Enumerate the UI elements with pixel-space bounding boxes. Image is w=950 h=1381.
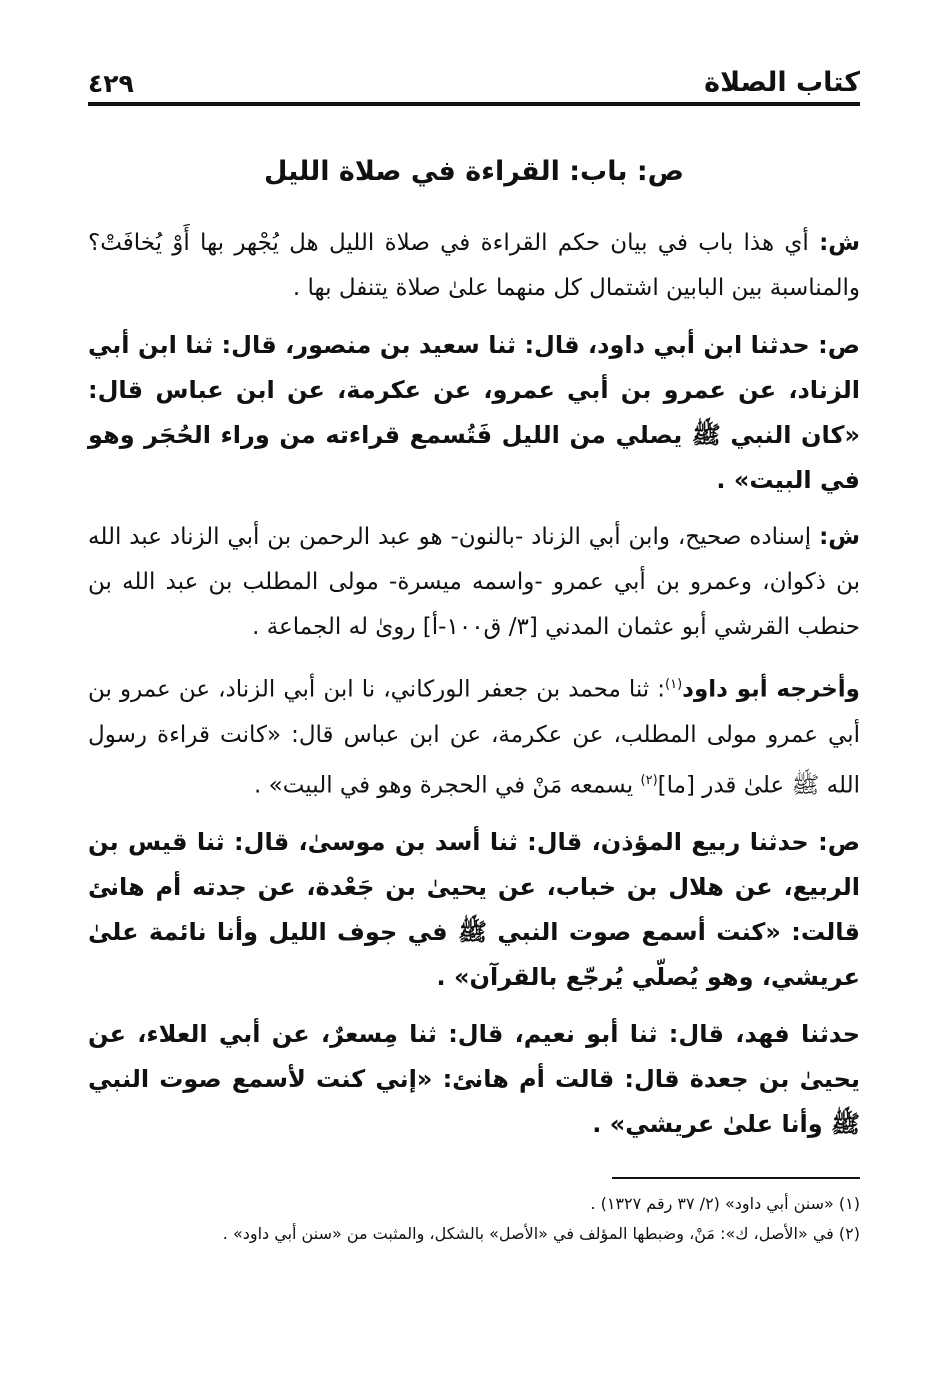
- paragraph-text: أي هذا باب في بيان حكم القراءة في صلاة الليل هل يُجْهر بها أَوْ يُخافَتْ؟ والمناسبة بين البابين اشتمال كل منهما علىٰ صلاة يتنفل بها .: [88, 230, 860, 301]
- paragraph-text: حدثنا ربيع المؤذن، قال: ثنا أسد بن موسىٰ، قال: ثنا قيس بن الربيع، عن هلال بن خباب، عن يحيىٰ بن جَعْدة، عن جدته أم هانئ قالت: «كنت أسمع صوت النبي ﷺ في جوف الليل وأنا نائمة علىٰ عريشي، وهو يُصلّي يُرجّع بالقرآن» .: [88, 828, 860, 992]
- paragraph-text: إسناده صحيح، وابن أبي الزناد -بالنون- هو عبد الرحمن بن أبي الزناد عبد الله بن ذكوان، وعمرو بن أبي عمرو -واسمه ميسرة- مولى المطلب بن عبد الله بن حنطب القرشي أبو عثمان المدني [٣/ ق١٠٠-أ] روىٰ له الجماعة .: [88, 524, 860, 640]
- footnote-ref[interactable]: (٢): [640, 772, 658, 788]
- hadith-paragraph: [88, 323, 860, 503]
- page-number: ٤٢٩: [88, 69, 134, 98]
- hadith-paragraph: [88, 1012, 860, 1147]
- footnote: (١) «سنن أبي داود» (٢/ ٣٧ رقم ١٣٢٧) .: [590, 1194, 860, 1214]
- paragraph-label: ص:: [818, 331, 860, 359]
- takhrij-paragraph: [88, 662, 860, 808]
- paragraph-text: حدثنا ابن أبي داود، قال: ثنا سعيد بن منصور، قال: ثنا ابن أبي الزناد، عن عمرو بن أبي عمرو، عن عكرمة، عن ابن عباس قال: «كان النبي ﷺ يصلي من الليل فَتُسمع قراءته من وراء الحُجَر وهو في البيت» .: [88, 331, 860, 494]
- paragraph-text: حدثنا فهد، قال: ثنا أبو نعيم، قال: ثنا مِسعرٌ، عن أبي العلاء، عن يحيىٰ بن جعدة قال: قالت أم هانئ: «إني كنت لأسمع صوت النبي ﷺ وأنا علىٰ عريشي» .: [88, 1020, 860, 1139]
- footnote-ref[interactable]: (١): [665, 677, 683, 692]
- paragraph-label: ص:: [818, 828, 860, 857]
- page-header: [88, 58, 860, 106]
- paragraph-label: ش:: [819, 230, 860, 256]
- paragraph-text: : ثنا محمد بن جعفر الوركاني، نا ابن أبي الزناد، عن عمرو بن أبي عمرو مولى المطلب، عن عكرمة، عن ابن عباس قال: «كانت قراءة رسول الله ﷺ علىٰ قدر [ما]: [88, 676, 860, 799]
- book-title: كتاب الصلاة: [704, 67, 860, 98]
- commentary-paragraph: [88, 515, 860, 650]
- paragraph-text: يسمعه مَنْ في الحجرة وهو في البيت» .: [254, 772, 641, 799]
- footnote: (٢) في «الأصل، ك»: مَنْ، وضبطها المؤلف في «الأصل» بالشكل، والمثبت من «سنن أبي داود» .: [222, 1224, 860, 1244]
- commentary-paragraph: [88, 221, 860, 311]
- footnote-divider: [612, 1177, 860, 1179]
- section-heading: ص: باب: القراءة في صلاة الليل: [263, 156, 684, 187]
- paragraph-label: وأخرجه أبو داود: [682, 676, 860, 703]
- hadith-paragraph: [88, 820, 860, 1000]
- book-page: [88, 58, 860, 1249]
- paragraph-label: ش:: [819, 524, 861, 550]
